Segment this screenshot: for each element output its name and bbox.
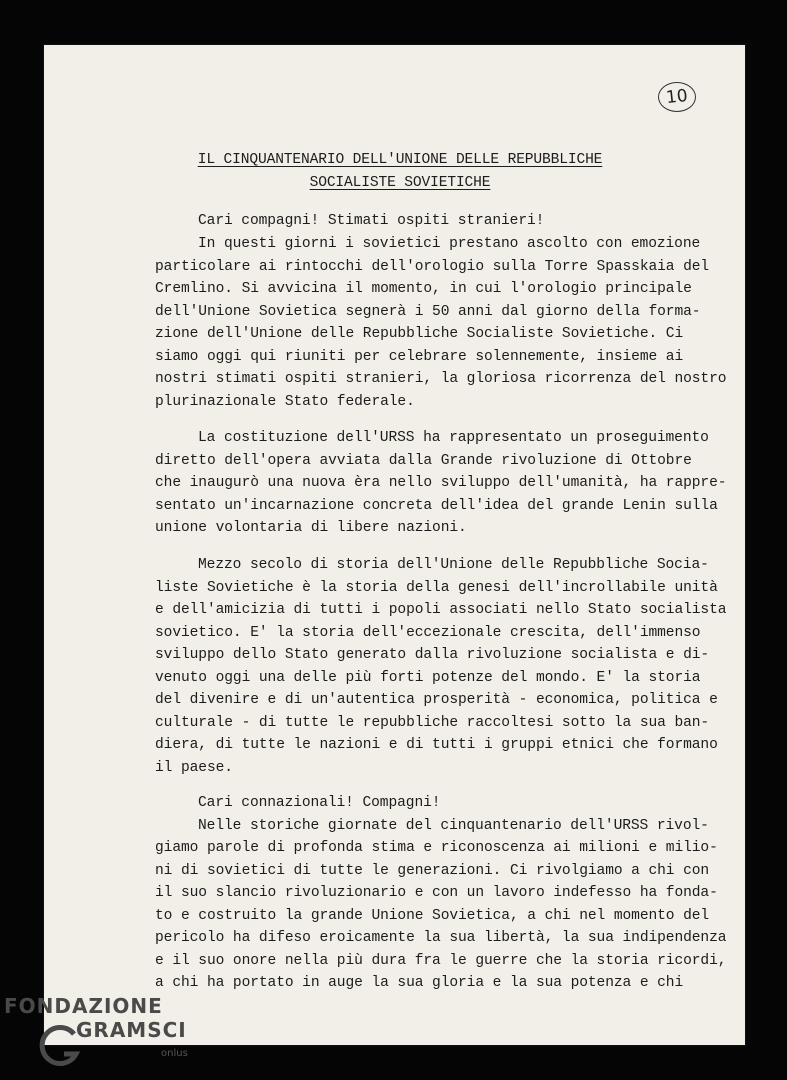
watermark-line-2: GRAMSCI [76,1018,187,1042]
text-line: siamo oggi qui riuniti per celebrare solennemente, insieme ai [155,349,684,365]
text-line: sentato un'incarnazione concreta dell'idea del grande Lenin sulla [155,498,718,514]
text-line: il suo slancio rivoluzionario e con un lavoro indefesso ha fonda- [155,885,718,901]
text-line: e dell'amicizia di tutti i popoli associati nello Stato socialista [155,602,727,618]
page-number: 10 [665,85,689,109]
text-line: plurinazionale Stato federale. [155,394,415,410]
text-line: sviluppo dello Stato generato dalla rivoluzione socialista e di- [155,647,710,663]
watermark-line-3: onlus [161,1048,188,1059]
text-line: Nelle storiche giornate del cinquantenario dell'URSS rivol- [198,818,709,834]
text-line: il paese. [155,760,233,776]
text-line: del divenire e di un'autentica prosperità - economica, politica e [155,692,718,708]
text-line: diera, di tutte le nazioni e di tutti i gruppi etnici che formano [155,737,718,753]
watermark-line-1: FONDAZIONE [4,994,163,1018]
text-line: Mezzo secolo di storia dell'Unione delle Repubbliche Socia- [198,557,709,573]
text-line: nostri stimati ospiti stranieri, la gloriosa ricorrenza del nostro [155,371,727,387]
page-number-circle [658,82,696,112]
text-line: Cremlino. Si avvicina il momento, in cui l'orologio principale [155,281,692,297]
text-line: Cari connazionali! Compagni! [198,795,441,811]
text-line: giamo parole di profonda stima e riconoscenza ai milioni e milio- [155,840,718,856]
text-line: liste Sovietiche è la storia della genesi dell'incrollabile unità [155,580,718,596]
text-line: culturale - di tutte le repubbliche raccoltesi sotto la sua ban- [155,715,710,731]
text-line: diretto dell'opera avviata dalla Grande rivoluzione di Ottobre [155,453,692,469]
text-line: a chi ha portato in auge la sua gloria e la sua potenza e chi [155,975,684,991]
text-line: La costituzione dell'URSS ha rappresentato un proseguimento [198,430,709,446]
text-line: ni di sovietici di tutte le generazioni. Ci rivolgiamo a chi con [155,863,710,879]
document-title-line-2: SOCIALISTE SOVIETICHE [309,175,491,191]
text-line: particolare ai rintocchi dell'orologio sulla Torre Spasskaia del [155,259,710,275]
fondazione-gramsci-watermark [4,994,204,1074]
text-line: che inaugurò una nuova èra nello sviluppo dell'umanità, ha rappre- [155,475,727,491]
text-line: sovietico. E' la storia dell'eccezionale crescita, dell'immenso [155,625,701,641]
text-line: venuto oggi una delle più forti potenze del mondo. E' la storia [155,670,701,686]
text-line: unione volontaria di libere nazioni. [155,520,467,536]
text-line: In questi giorni i sovietici prestano ascolto con emozione [198,236,701,252]
text-line: e il suo onore nella più dura fra le guerre che la storia ricordi, [155,953,727,969]
text-line: dell'Unione Sovietica segnerà i 50 anni dal giorno della forma- [155,304,701,320]
text-line: zione dell'Unione delle Repubbliche Socialiste Sovietiche. Ci [155,326,684,342]
document-title-line-1: IL CINQUANTENARIO DELL'UNIONE DELLE REPUBBLICHE [197,152,603,168]
text-line: to e costruito la grande Unione Sovietica, a chi nel momento del [155,908,710,924]
text-line: Cari compagni! Stimati ospiti stranieri! [198,213,545,229]
text-line: pericolo ha difeso eroicamente la sua libertà, la sua indipendenza [155,930,727,946]
